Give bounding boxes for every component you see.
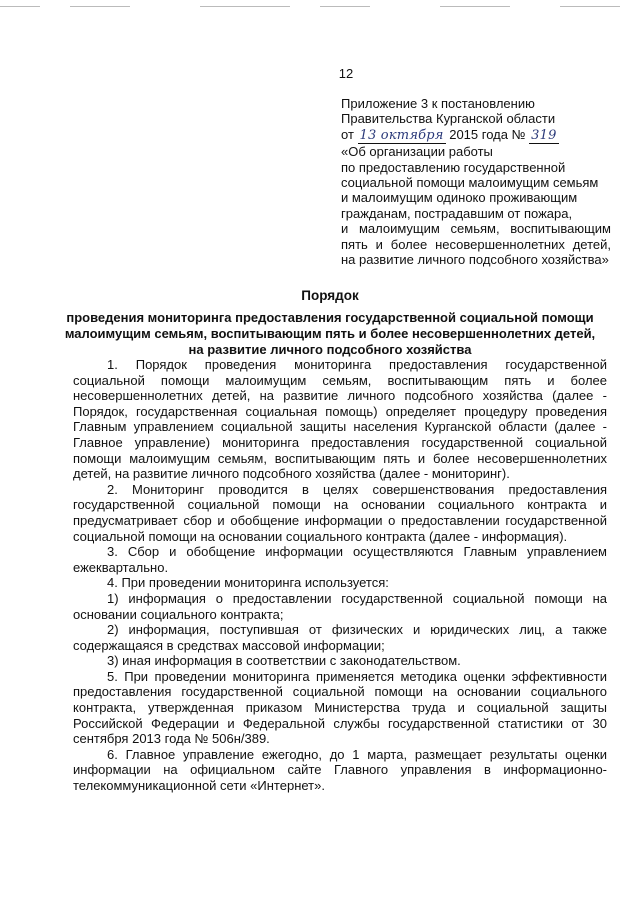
title-subline-1: проведения мониторинга предоставления государственной социальной помощи (66, 310, 594, 325)
appendix-line-4: «Об организации работы (341, 144, 493, 160)
appendix-line-11: на развитие личного подсобного хозяйства» (341, 252, 609, 268)
appendix-line-1: Приложение 3 к постановлению (341, 96, 535, 111)
appendix-line-10: пять и более несовершеннолетних детей, (341, 236, 611, 252)
title-main: Порядок (301, 288, 359, 303)
handwritten-number: 319 (531, 127, 557, 143)
paragraph-4-item-3: 3) иная информация в соответствии с законодательством. (107, 653, 461, 669)
scan-artifact-strip (0, 2, 640, 8)
paragraph-5: 5. При проведении мониторинга применяется методика оценки эффективности предоставления государственной социальной помощи на основании социального контракта, утвержденная приказом Министерства труда и социальной защиты Российской Федерации и Федеральной службы государственной статистики от 30 сентября 2013 года № 506н/389. (73, 668, 607, 747)
document-title (60, 288, 600, 358)
date-prefix: от (341, 126, 354, 142)
appendix-line-5: по предоставлению государственной (341, 159, 566, 175)
appendix-date-line (341, 127, 611, 144)
appendix-line-9: и малоимущим семьям, воспитывающим (341, 221, 611, 237)
paragraph-4: 4. При проведении мониторинга используется: (107, 575, 389, 591)
title-subline-2: малоимущим семьям, воспитывающим пять и более несовершеннолетних детей, (64, 326, 596, 341)
paragraph-6: 6. Главное управление ежегодно, до 1 марта, размещает результаты оценки информации на официальном сайте Главного управления в информационно-телекоммуникационной сети «Интернет». (73, 746, 607, 794)
paragraph-1: 1. Порядок проведения мониторинга предоставления государственной социальной помощи малоимущим семьям, воспитывающим пять и более несовершеннолетних детей, на развитие личного подсобного хозяйства (далее - Порядок, государственная социальная помощь) определяет процедуру проведения Главным управлением социальной защиты населения Курганской области (далее - Главное управление) мониторинга предоставления государственной социальной помощи малоимущим семьям, воспитывающим пять и более несовершеннолетних детей, на развитие личного подсобного хозяйства (далее - мониторинг). (73, 357, 607, 482)
paragraph-4-item-2: 2) информация, поступившая от физических и юридических лиц, а также содержащаяся в средствах массовой информации; (73, 622, 607, 653)
appendix-line-7: и малоимущим одиноко проживающим (341, 190, 578, 206)
handwritten-date: 13 октября (359, 127, 444, 143)
page-number: 12 (338, 66, 354, 81)
appendix-header (341, 96, 611, 267)
appendix-line-2: Правительства Курганской области (341, 111, 556, 127)
appendix-line-8: гражданам, пострадавшим от пожара, (341, 205, 573, 221)
paragraph-3: 3. Сбор и обобщение информации осуществляются Главным управлением ежеквартально. (73, 544, 607, 575)
date-year: 2015 года № (449, 126, 526, 142)
document-body (73, 357, 607, 794)
paragraph-2: 2. Мониторинг проводится в целях совершенствования предоставления государственной социальной помощи на основании социального контракта и предусматривает сбор и обобщение информации о предоставлении государственной социальной помощи на основании социального контракта (далее - информация). (73, 481, 607, 544)
appendix-line-6: социальной помощи малоимущим семьям (341, 175, 599, 191)
title-subline-3: на развитие личного подсобного хозяйства (188, 342, 472, 357)
paragraph-4-item-1: 1) информация о предоставлении государственной социальной помощи на основании социального контракта; (73, 590, 607, 622)
